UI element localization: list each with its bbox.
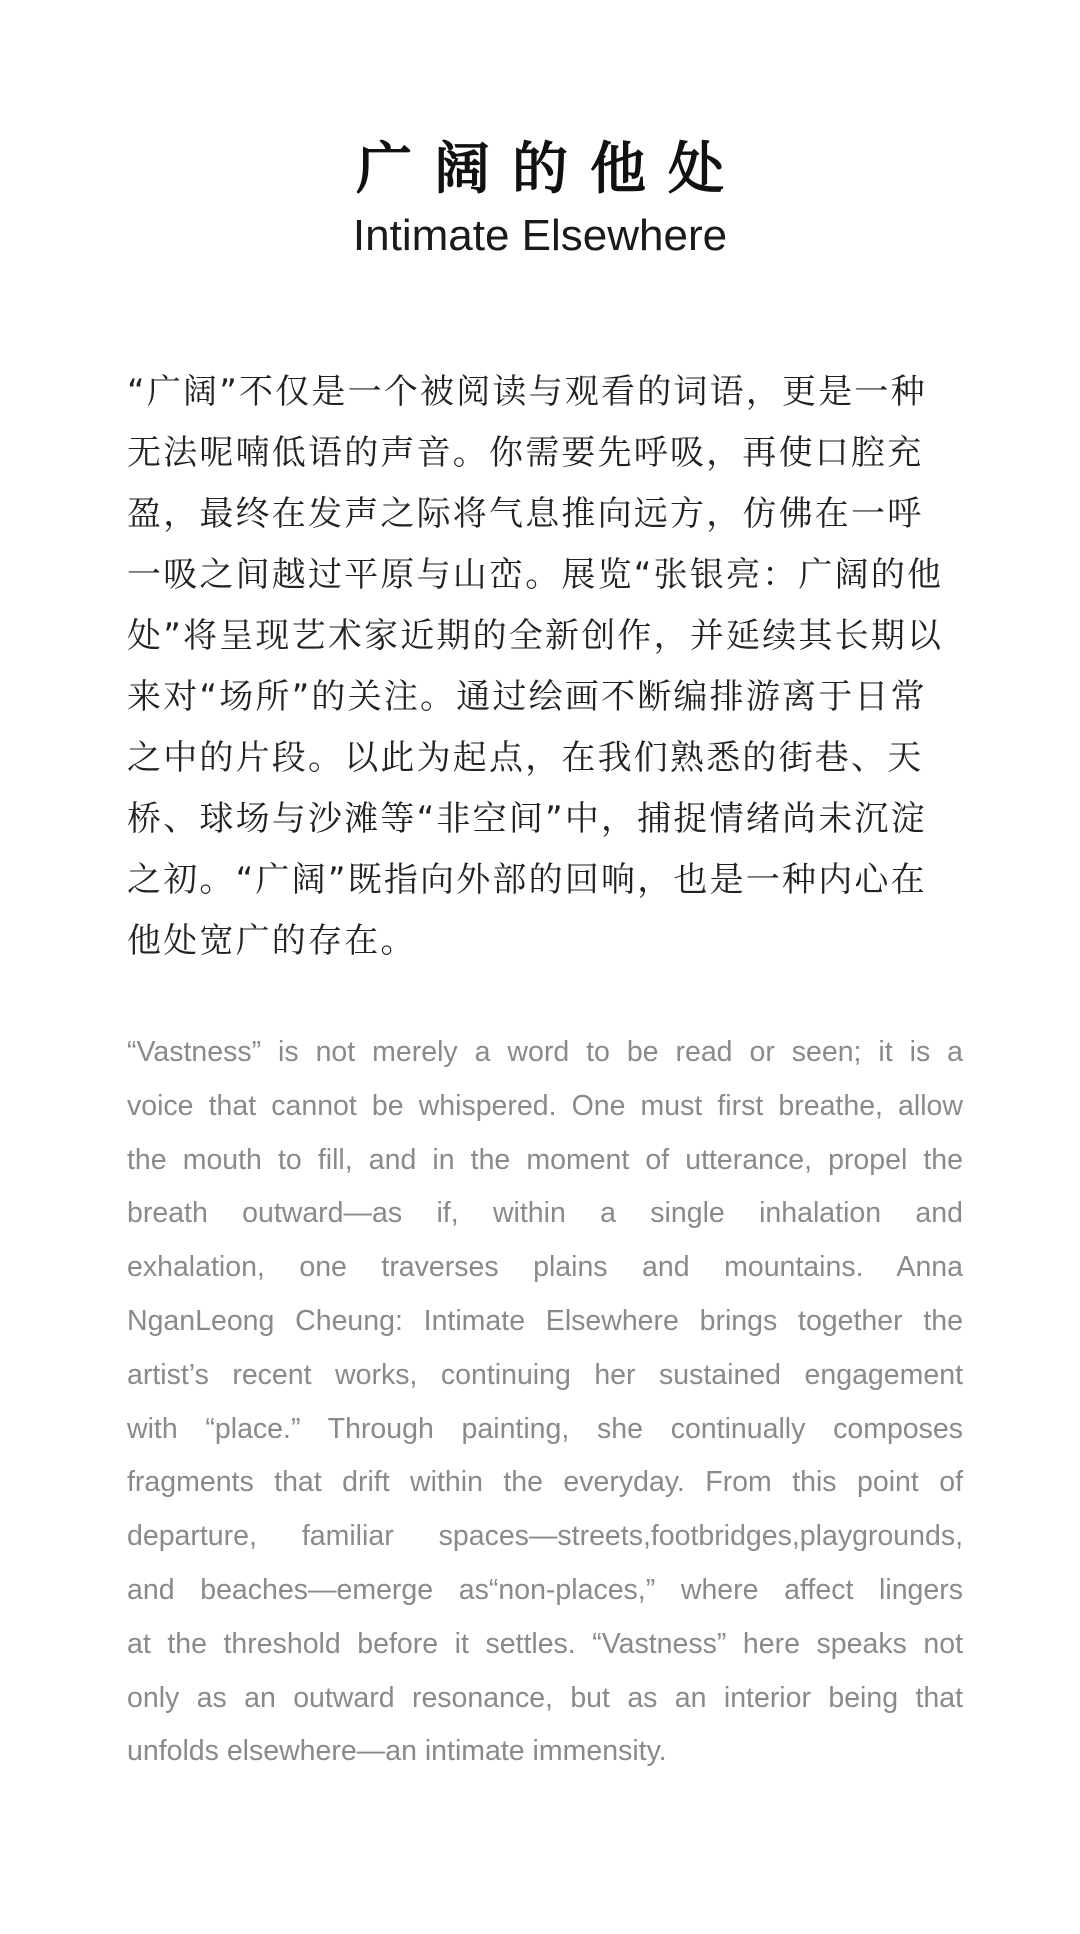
intro-en-line: artist’s recent works, continuing her sustained engagement bbox=[127, 1358, 963, 1391]
page-title-english: Intimate Elsewhere bbox=[352, 211, 728, 260]
intro-zh-line: 盈，最终在发声之际将气息推向远方，仿佛在一呼 bbox=[127, 494, 924, 534]
intro-zh-line: 桥、球场与沙滩等“非空间”中，捕捉情绪尚未沉淀 bbox=[127, 799, 927, 839]
intro-en-line: only as an outward resonance, but as an interior being that bbox=[127, 1681, 963, 1714]
intro-zh-line: 处”将呈现艺术家近期的全新创作，并延续其长期以 bbox=[127, 616, 944, 656]
intro-en-line: unfolds elsewhere—an intimate immensity. bbox=[127, 1735, 667, 1768]
intro-zh-line: 一吸之间越过平原与山峦。展览“张银亮：广阔的他 bbox=[127, 555, 944, 595]
intro-en-line: “Vastness” is not merely a word to be read or seen; it is a bbox=[127, 1036, 963, 1068]
intro-zh-line: 之中的片段。以此为起点，在我们熟悉的街巷、天 bbox=[127, 738, 924, 778]
intro-en-line: NganLeong Cheung: Intimate Elsewhere brings together the bbox=[127, 1304, 963, 1337]
page-title-chinese: 广阔的他处 bbox=[356, 137, 746, 202]
intro-en-line: exhalation, one traverses plains and mountains. Anna bbox=[127, 1251, 963, 1284]
intro-en-line: fragments that drift within the everyday. From this point of bbox=[127, 1466, 963, 1499]
intro-en-line: with “place.” Through painting, she continually composes bbox=[127, 1412, 963, 1445]
intro-paragraph-chinese bbox=[127, 362, 963, 972]
intro-zh-line: “广阔”不仅是一个被阅读与观看的词语，更是一种 bbox=[127, 372, 927, 412]
intro-en-line: breath outward—as if, within a single inhalation and bbox=[127, 1197, 963, 1230]
intro-en-line: voice that cannot be whispered. One must first breathe, allow bbox=[127, 1089, 963, 1122]
intro-zh-line: 之初。“广阔”既指向外部的回响，也是一种内心在 bbox=[127, 860, 927, 900]
intro-en-line: the mouth to fill, and in the moment of utterance, propel the bbox=[127, 1143, 963, 1176]
intro-en-line: at the threshold before it settles. “Vastness” here speaks not bbox=[127, 1627, 963, 1660]
intro-en-line: departure, familiar spaces—streets,footbridges,playgrounds, bbox=[127, 1520, 963, 1553]
intro-zh-line: 他处宽广的存在。 bbox=[127, 921, 417, 961]
intro-zh-line: 来对“场所”的关注。通过绘画不断编排游离于日常 bbox=[127, 677, 927, 717]
intro-paragraph-english bbox=[127, 1026, 963, 1779]
intro-zh-line: 无法呢喃低语的声音。你需要先呼吸，再使口腔充 bbox=[127, 433, 924, 473]
intro-en-line: and beaches—emerge as“non-places,” where affect lingers bbox=[127, 1573, 963, 1606]
